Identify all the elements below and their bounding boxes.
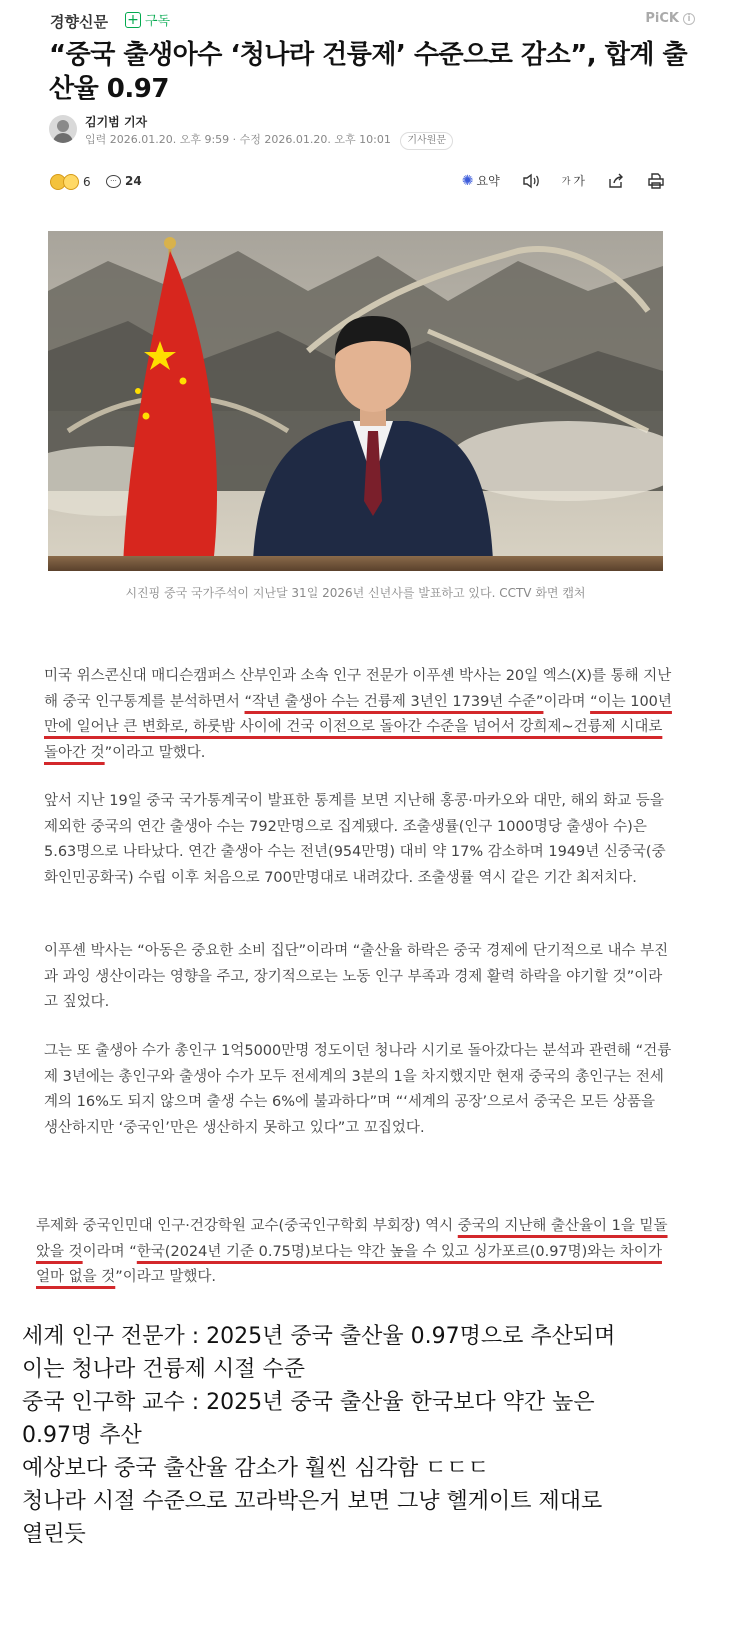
font-size-button[interactable]	[562, 172, 585, 189]
print-icon	[647, 173, 665, 189]
summary-label: 요약	[476, 174, 500, 188]
flag-star-small	[143, 413, 150, 420]
article-photo[interactable]	[48, 231, 663, 571]
date-text: 입력 2026.01.20. 오후 9:59 · 수정 2026.01.20. 오후 10:01	[85, 133, 391, 146]
font-size-icon: 가	[561, 177, 571, 187]
share-button[interactable]	[607, 173, 625, 189]
share-icon	[607, 173, 625, 189]
plus-icon: +	[125, 12, 141, 28]
reporter-name[interactable]: 김기범 기자	[85, 115, 148, 129]
paragraph-5	[36, 1214, 672, 1291]
article-actions	[50, 172, 665, 198]
comment-button[interactable]	[106, 174, 142, 188]
paragraph-1-text-c: 이라며	[543, 693, 591, 710]
print-button[interactable]	[647, 173, 665, 189]
summary-button[interactable]	[462, 172, 500, 189]
info-icon: i	[683, 13, 695, 25]
comment-line: 0.97명 추산	[22, 1423, 142, 1448]
subscribe-button[interactable]	[125, 10, 170, 29]
reporter-avatar[interactable]	[49, 115, 77, 143]
pick-label: PiCK	[645, 11, 679, 26]
byline	[49, 113, 689, 149]
paragraph-4: 그는 또 출생아 수가 총인구 1억5000만명 정도이던 청나라 시기로 돌아갔다는 분석과 관련해 “건륭제 3년에는 총인구와 출생아 수가 모두 전세계의 3분의 1을 차지했지만 현재 중국의 총인구는 전세계의 16%도 되지 않으며 출생 수는 6%에 불과하다”며 “‘세계의 공장’으로서 중국은 모든 상품을 생산하지만 ‘중국인’만은 생산하지 못하고 있다”고 꼬집었다.	[44, 1043, 672, 1136]
font-size-label: 가	[573, 174, 585, 188]
highlighted-quote: “작년 출생아 수는 건륭제 3년인 1739년 수준”	[244, 693, 544, 710]
comment-line: 열린듯	[22, 1522, 86, 1547]
original-article-button[interactable]: 기사원문	[400, 132, 453, 150]
article-title: “중국 출생아수 ‘청나라 건륭제’ 수준으로 감소”, 합계 출산율 0.97	[49, 40, 688, 104]
highlighted-quote: “이는 100년만에 일어난 큰 변화로, 하룻밤 사이에 건국 이전으로 돌아간 수준을 넘어서 강희제~건륭제 시대로 돌아간 것	[44, 693, 672, 761]
article-dates	[85, 131, 453, 150]
paragraph-5-text-a: 루제화 중국인민대 인구·건강학원 교수(중국인구학회 부회장) 역시	[36, 1218, 458, 1234]
flag-star-small	[180, 378, 187, 385]
flag-star-small	[135, 388, 141, 394]
paragraph-3: 이푸셴 박사는 “아동은 중요한 소비 집단”이라며 “출산율 하락은 중국 경제에 단기적으로 내수 부진과 과잉 생산이라는 영향을 주고, 장기적으로는 노동 인구 부족과 경제 활력 하락을 야기할 것”이라고 짚었다.	[44, 943, 669, 1010]
press-name[interactable]: 경향신문	[50, 13, 108, 31]
photo-caption: 시진핑 중국 국가주석이 지난달 31일 2026년 신년사를 발표하고 있다. CCTV 화면 캡처	[125, 586, 586, 600]
speaker-icon	[522, 173, 540, 189]
highlighted-quote: 한국(2024년 기준 0.75명)보다는 약간 높을 수 있고 싱가포르(0.97명)와는 차이가 얼마 없을 것	[36, 1243, 662, 1285]
paragraph-2: 앞서 지난 19일 중국 국가통계국이 발표한 통계를 보면 지난해 홍콩·마카오와 대만, 해외 화교 등을 제외한 중국의 연간 출생아 수는 792만명으로 집계됐다. 조출생률(인구 1000명당 출생아 수)은 5.63명으로 나타났다. 연간 출생아 수는 전년(954만명) 대비 약 17% 감소하며 1949년 신중국(중화인민공화국) 수립 이후 처음으로 700만명대로 내려갔다. 조출생률 역시 같은 기간 최저치다.	[44, 793, 666, 886]
paragraph-1-text-e: ”이라고 말했다.	[104, 744, 206, 761]
comment-line: 중국 인구학 교수 : 2025년 중국 출산율 한국보다 약간 높은	[22, 1390, 595, 1415]
comment-line: 청나라 시절 수준으로 꼬라박은거 보면 그냥 헬게이트 제대로	[22, 1489, 603, 1514]
subscribe-label: 구독	[145, 14, 171, 29]
user-comment	[22, 1320, 722, 1551]
highlighted-quote: 중국의 지난해 출산율이 1을 밑돌았을 것	[36, 1218, 668, 1260]
desk	[48, 556, 663, 571]
flag-pole-finial	[164, 237, 176, 249]
paragraph-1	[44, 664, 672, 766]
paragraph-5-text-e: ”이라고 말했다.	[115, 1269, 217, 1285]
news-topbar	[50, 8, 695, 34]
reaction-emoji-icon	[63, 174, 79, 190]
listen-button[interactable]	[522, 173, 540, 189]
reaction-button[interactable]	[50, 174, 91, 190]
article-tools	[462, 172, 665, 189]
pick-badge[interactable]	[645, 11, 695, 26]
summary-sparkle-icon: ✺	[461, 172, 474, 189]
comment-line: 이는 청나라 건륭제 시절 수준	[22, 1357, 305, 1382]
paragraph-5-text-c: 이라며 “	[82, 1243, 137, 1260]
comment-line: 예상보다 중국 출산율 감소가 훨씬 심각함 ㄷㄷㄷ	[22, 1456, 490, 1481]
comment-line: 세계 인구 전문가 : 2025년 중국 출산율 0.97명으로 추산되며	[22, 1324, 616, 1349]
comment-count: 24	[125, 174, 142, 188]
photo-illustration	[48, 231, 663, 571]
comment-bubble-icon: ···	[106, 175, 121, 188]
reaction-count: 6	[83, 175, 91, 189]
paragraph-1-text-a: 미국 위스콘신대 매디슨캠퍼스 산부인과 소속 인구 전문가 이푸셴 박사는 20일 엑스(X)를 통해 지난해 중국 인구통계를 분석하면서	[44, 668, 672, 710]
